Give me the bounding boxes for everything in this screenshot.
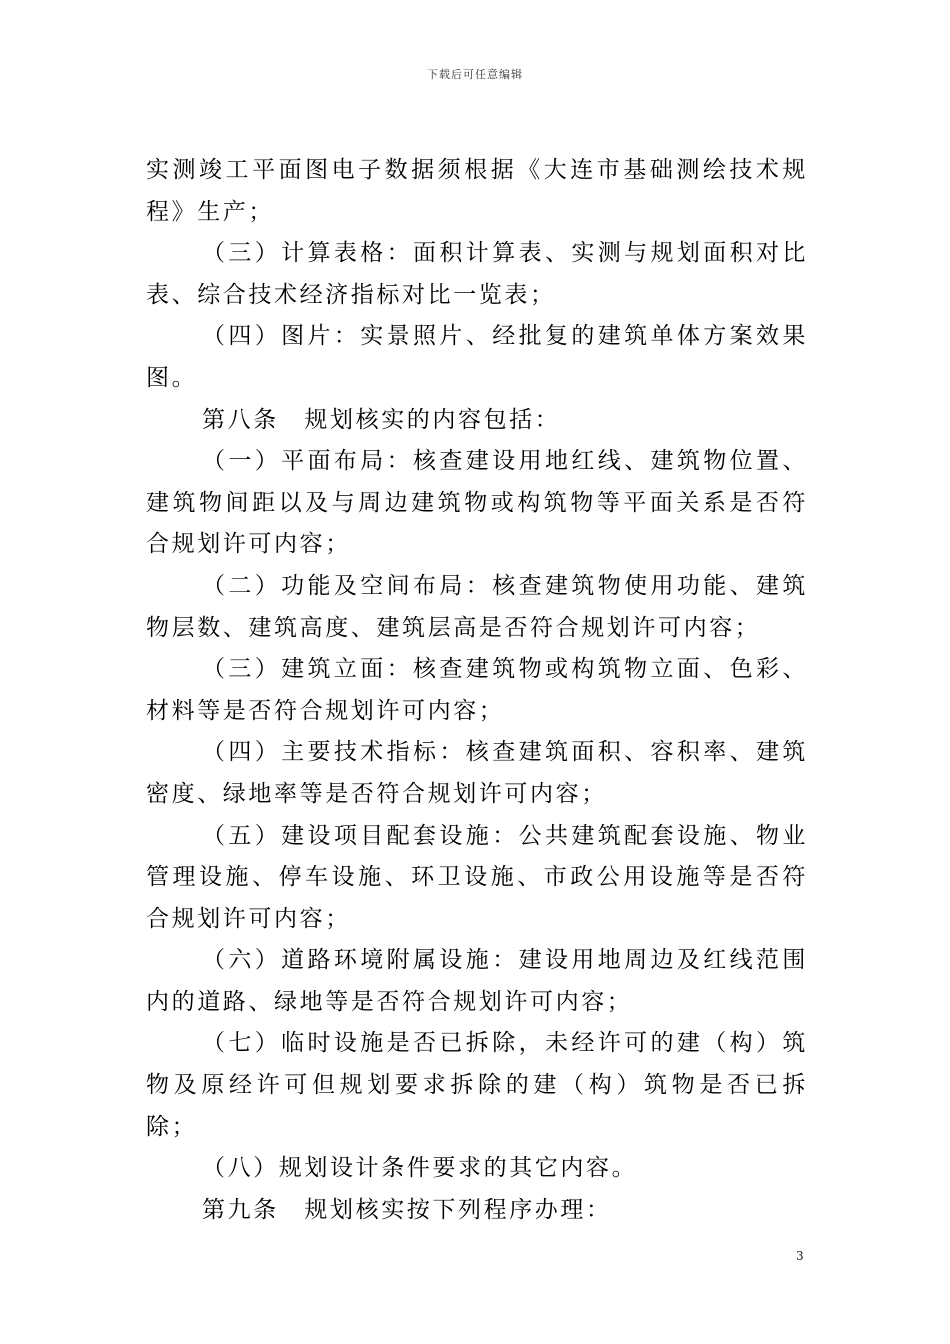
- article-heading: 第九条 规划核实按下列程序办理：: [202, 1196, 612, 1223]
- paragraph: （五）建设项目配套设施：公共建筑配套设施、物业管理设施、停车设施、环卫设施、市政公用设施等是否符合规划许可内容；: [146, 822, 808, 932]
- document-body: [146, 150, 808, 1231]
- page-header: 下载后可任意编辑: [427, 68, 523, 81]
- paragraph: （四）图片：实景照片、经批复的建筑单体方案效果图。: [146, 323, 808, 391]
- paragraph: （三）计算表格：面积计算表、实测与规划面积对比表、综合技术经济指标对比一览表；: [146, 240, 808, 308]
- paragraph: （七）临时设施是否已拆除，未经许可的建（构）筑物及原经许可但规划要求拆除的建（构）筑物是否已拆除；: [146, 1030, 808, 1140]
- paragraph: 实测竣工平面图电子数据须根据《大连市基础测绘技术规程》生产；: [146, 157, 808, 225]
- paragraph: （八）规划设计条件要求的其它内容。: [202, 1155, 638, 1182]
- page-number: 3: [796, 1249, 804, 1263]
- paragraph: （二）功能及空间布局：核查建筑物使用功能、建筑物层数、建筑高度、建筑层高是否符合规划许可内容；: [146, 572, 808, 641]
- paragraph: （三）建筑立面：核查建筑物或构筑物立面、色彩、材料等是否符合规划许可内容；: [146, 656, 808, 724]
- paragraph: （一）平面布局：核查建设用地红线、建筑物位置、建筑物间距以及与周边建筑物或构筑物等平面关系是否符合规划许可内容；: [146, 448, 808, 558]
- article-heading: 第八条 规划核实的内容包括：: [202, 406, 561, 433]
- paragraph: （六）道路环境附属设施：建设用地周边及红线范围内的道路、绿地等是否符合规划许可内容；: [146, 947, 808, 1015]
- paragraph: （四）主要技术指标：核查建筑面积、容积率、建筑密度、绿地率等是否符合规划许可内容；: [146, 739, 808, 807]
